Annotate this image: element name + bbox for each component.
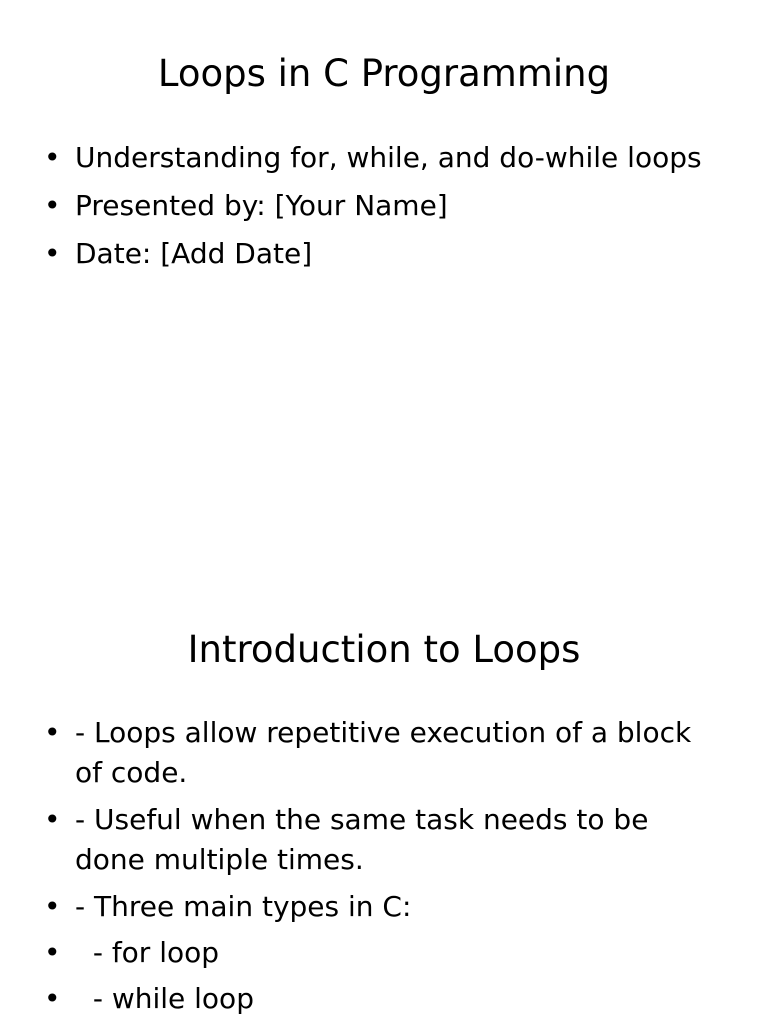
bullet-list xyxy=(0,138,720,282)
bullet-item xyxy=(0,933,720,973)
bullet-text: - Loops allow repetitive execution of a block of code. xyxy=(75,716,701,789)
slide-2 xyxy=(0,576,768,1024)
bullet-icon: • xyxy=(44,141,61,174)
bullet-list xyxy=(0,713,720,1025)
bullet-text: - for loop xyxy=(75,936,220,969)
bullet-icon: • xyxy=(44,890,61,923)
bullet-icon: • xyxy=(44,803,61,836)
bullet-icon: • xyxy=(44,982,61,1015)
bullet-icon: • xyxy=(44,189,61,222)
bullet-text: Date: [Add Date] xyxy=(75,237,313,270)
bullet-item xyxy=(0,979,720,1019)
bullet-text: - while loop xyxy=(75,982,254,1015)
bullet-item xyxy=(0,186,720,226)
bullet-icon: • xyxy=(44,716,61,749)
bullet-icon: • xyxy=(44,936,61,969)
bullet-text: Presented by: [Your Name] xyxy=(75,189,448,222)
bullet-icon: • xyxy=(44,237,61,270)
slide-title: Loops in C Programming xyxy=(157,52,611,95)
bullet-text: - Useful when the same task needs to be done multiple times. xyxy=(75,803,658,876)
bullet-item xyxy=(0,138,720,178)
bullet-text: Understanding for, while, and do-while loops xyxy=(75,141,702,174)
bullet-item xyxy=(0,800,720,880)
bullet-item xyxy=(0,713,720,793)
bullet-item xyxy=(0,887,720,927)
bullet-text: - Three main types in C: xyxy=(75,890,412,923)
bullet-item xyxy=(0,234,720,274)
slide-title: Introduction to Loops xyxy=(187,628,581,671)
